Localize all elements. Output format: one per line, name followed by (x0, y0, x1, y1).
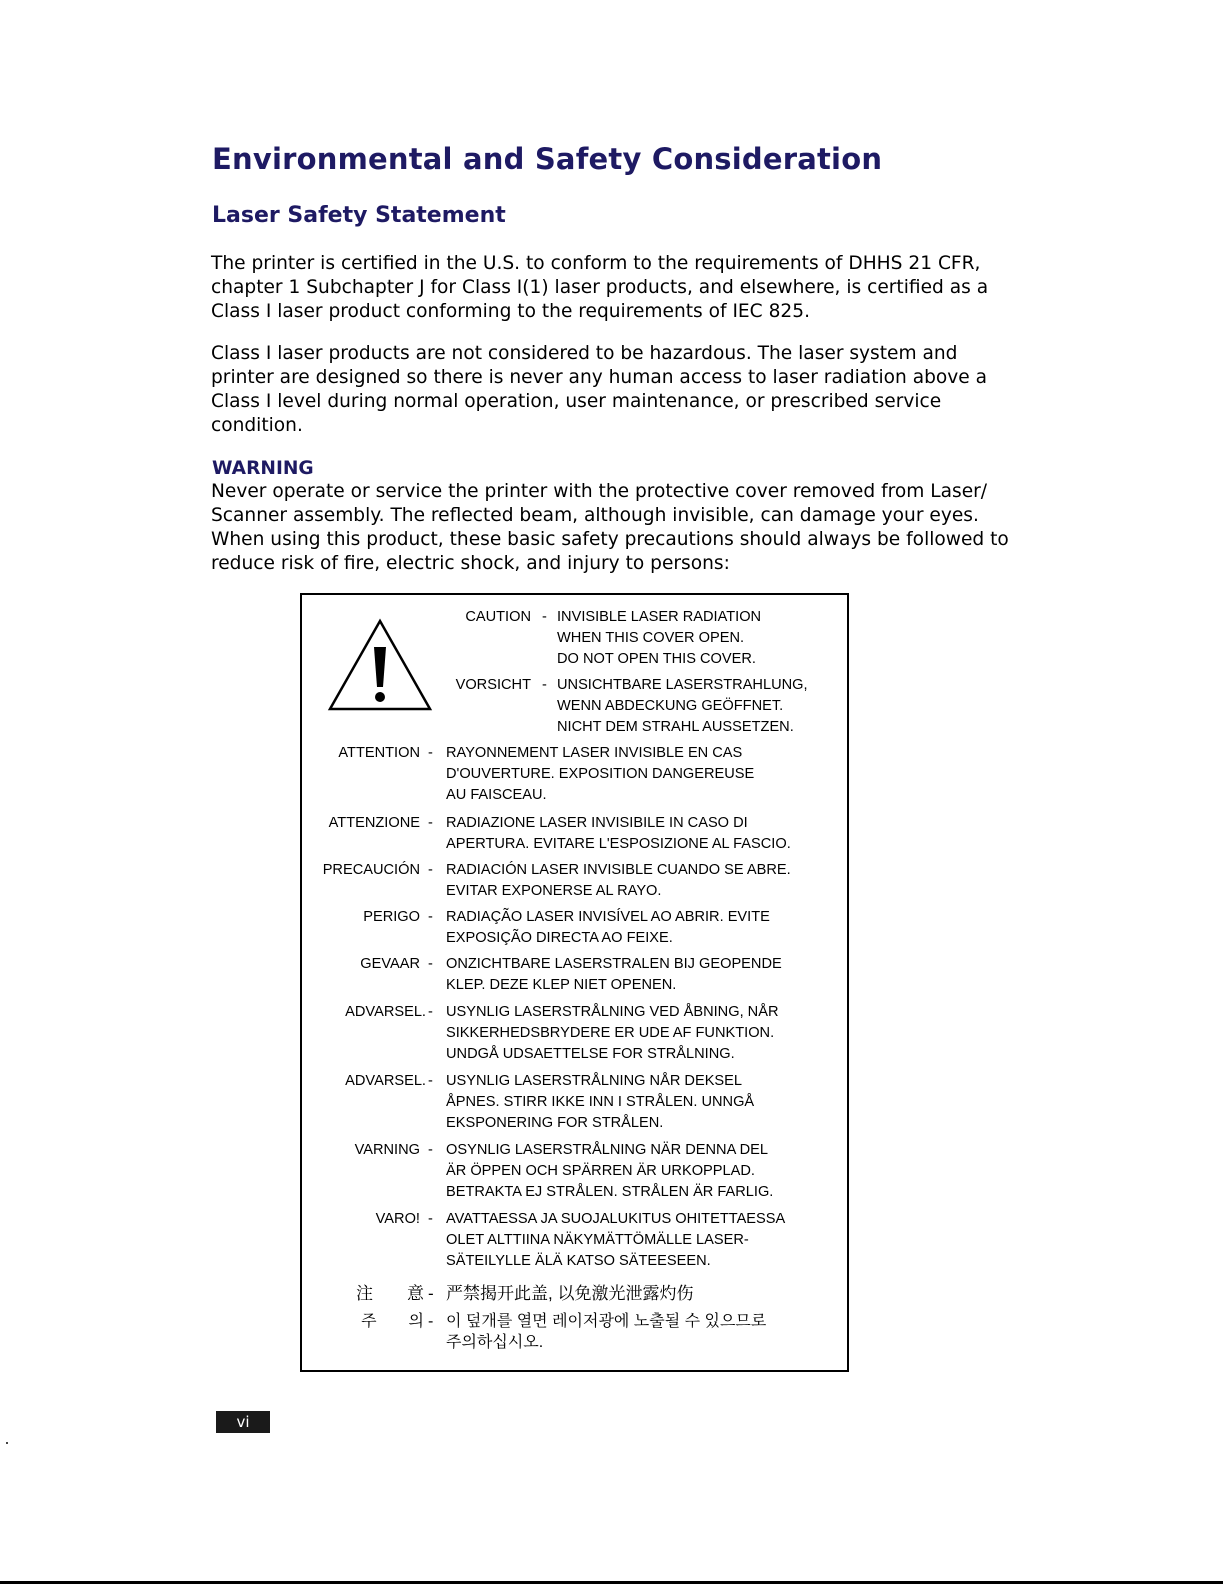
scan-speck (6, 1442, 8, 1444)
warning-paragraph (211, 480, 1011, 576)
warning-heading: WARNING (212, 458, 314, 479)
label-entry-vorsicht: VORSICHT - UNSICHTBARE LASERSTRAHLUNG, WENN ABDECKUNG GEÖFFNET. NICHT DEM STRAHL AUSSETZEN. (455, 677, 808, 735)
paragraph-line: condition. (211, 415, 303, 436)
laser-warning-label: CAUTION - INVISIBLE LASER RADIATION WHEN THIS COVER OPEN. DO NOT OPEN THIS COVER. VORSICHT - UNSICHTBARE LASERSTRAHLUNG, WENN ABDECKUNG GEÖFFNET. NICHT DEM STRAHL AUSSETZEN. ATTENTION - RAYONNEMENT LASER INVISIBLE EN CAS D'OUVERTURE. EXPOSITION DANGEREUSE AU FAISCEAU. ATTENZIONE - RADIAZIONE LASER INVISIBILE IN CASO DI APERTURA. EVITARE L'ESPOSIZIONE AL FASCIO. PRECAUCIÓN - RADIACIÓN LASER INVISIBLE CUANDO SE ABRE. EVITAR EXPONERSE AL RAYO. PERIGO - RADIAÇÃO LASER INVISÍVEL AO ABRIR. EVITE EXPOSIÇÃO DIRECTA AO FEIXE. GEVAAR - ONZICHTBARE LASERSTRALEN BIJ GEOPENDE KLEP. DEZE KLEP NIET OPENEN. ADVARSEL. - USYNLIG LASERSTRÅLNING VED ÅBNING, NÅR SIKKERHEDSBRYDERE ER UDE AF FUNKTION. UNDGÅ UDSAETTELSE FOR STRÅLNING. ADVARSEL. - USYNLIG LASERSTRÅLNING NÅR DEKSEL ÅPNES. STIRR IKKE INN I STRÅLEN. UNNGÅ EKSPONERING FOR STRÅLEN. VARNING - OSYNLIG LASERSTRÅLNING NÄR DENNA DEL ÄR ÖPPEN OCH SPÄRREN ÄR URKOPPLAD. BETRAKTA EJ STRÅLEN. STRÅLEN ÄR FARLIG. VARO! - AVATTAESSA JA SUOJALUKITUS OHITETTAESSA OLET ALTTIINA NÄKYMÄTTÖMÄLLE LASER- SÄTEILYLLE ÄLÄ KATSO SÄTEESEEN. 注 意 - 严禁揭开此盖, 以免激光泄露灼伤 주 의 - 이 덮개를 열면 레이저광에 노출될 수 있으므로 주의하십시오. (300, 593, 849, 1372)
paragraph-certification (211, 252, 1011, 324)
paragraph-line: Never operate or service the printer with the protective cover removed from Laser/ (211, 481, 988, 502)
paragraph-line: Scanner assembly. The reflected beam, although invisible, can damage your eyes. (211, 505, 979, 526)
paragraph-line: chapter 1 Subchapter J for Class I(1) laser products, and elsewhere, is certified as a (211, 277, 989, 298)
label-entry-caution: CAUTION - INVISIBLE LASER RADIATION WHEN THIS COVER OPEN. DO NOT OPEN THIS COVER. (465, 609, 762, 667)
paragraph-line: Class I laser product conforming to the requirements of IEC 825. (211, 301, 810, 322)
section-title: Laser Safety Statement (212, 203, 506, 228)
page-title: Environmental and Safety Consideration (212, 142, 883, 176)
paragraph-line: reduce risk of fire, electric shock, and injury to persons: (211, 553, 730, 574)
paragraph-class-one (211, 342, 1011, 438)
paragraph-line: When using this product, these basic safety precautions should always be followed to (211, 529, 1009, 550)
paragraph-line: Class I laser products are not considered to be hazardous. The laser system and (211, 343, 958, 364)
paragraph-line: printer are designed so there is never any human access to laser radiation above a (211, 367, 988, 388)
paragraph-line: Class I level during normal operation, user maintenance, or prescribed service (211, 391, 942, 412)
page-number: vi (216, 1411, 270, 1433)
paragraph-line: The printer is certified in the U.S. to conform to the requirements of DHHS 21 CFR, (211, 253, 981, 274)
